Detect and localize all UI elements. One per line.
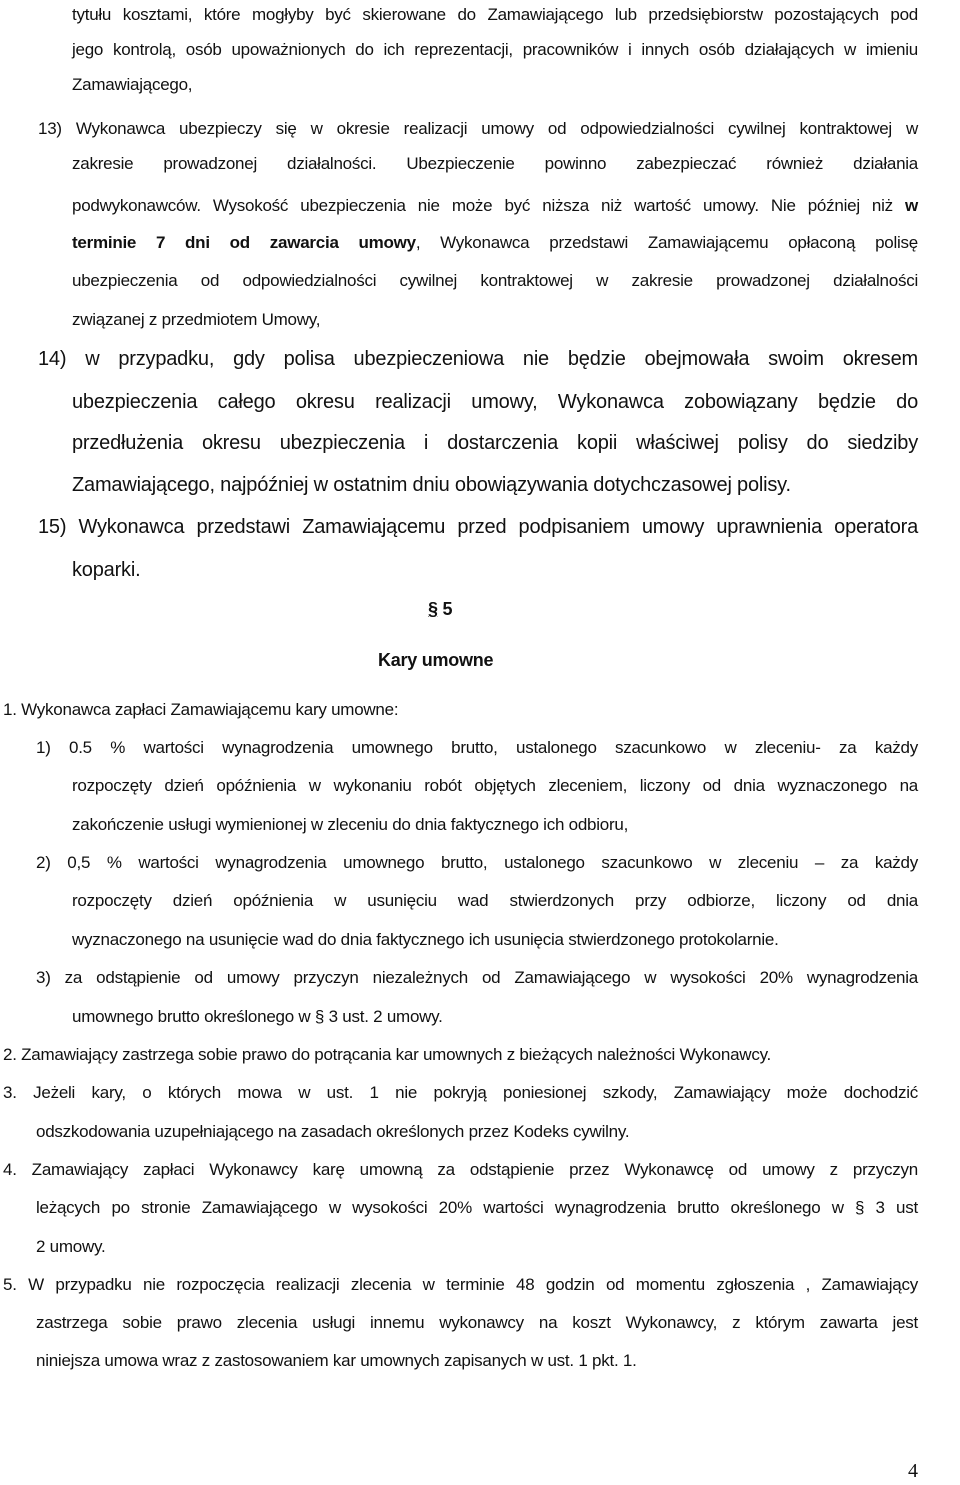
- paragraph-text: podwykonawców. Wysokość ubezpieczenia nie może być niższa niż wartość umowy. Nie później niż: [72, 196, 893, 215]
- list-item-line: 3) za odstąpienie od umowy przyczyn niezależnych od Zamawiającego w wysokości 20% wynagrodzenia: [36, 968, 918, 987]
- page-number: 4: [908, 1460, 918, 1482]
- list-item-heading: 1. Wykonawca zapłaci Zamawiającemu kary umowne:: [3, 700, 399, 719]
- list-item-line: 2 umowy.: [36, 1237, 106, 1256]
- list-item-line: niniejsza umowa wraz z zastosowaniem kar umownych zapisanych w ust. 1 pkt. 1.: [36, 1351, 637, 1370]
- list-item-line: umownego brutto określonego w § 3 ust. 2 umowy.: [72, 1007, 443, 1026]
- paragraph-line: związanej z przedmiotem Umowy,: [72, 310, 321, 329]
- list-item-line: zakończenie usługi wymienionej w zleceniu do dnia faktycznego ich odbioru,: [72, 815, 629, 834]
- bold-text: terminie 7 dni od zawarcia umowy: [72, 233, 416, 252]
- section-sign: §: [428, 599, 438, 619]
- section-title: Kary umowne: [378, 650, 494, 670]
- paragraph-line: jego kontrolą, osób upoważnionych do ich reprezentacji, pracowników i innych osób działających w imieniu: [72, 40, 918, 59]
- section-number: § 5: [428, 599, 453, 619]
- list-item-line: 4. Zamawiający zapłaci Wykonawcy karę umowną za odstąpienie przez Wykonawcę od umowy z przyczyn: [3, 1160, 918, 1179]
- paragraph-line: ubezpieczenia całego okresu realizacji umowy, Wykonawca zobowiązany będzie do: [72, 391, 918, 413]
- paragraph-line: Zamawiającego, najpóźniej w ostatnim dniu obowiązywania dotychczasowej polisy.: [72, 474, 791, 496]
- paragraph-line: 13) Wykonawca ubezpieczy się w okresie realizacji umowy od odpowiedzialności cywilnej kontraktowej w: [38, 119, 918, 138]
- list-item-line: 1) 0.5 % wartości wynagrodzenia umownego brutto, ustalonego szacunkowo w zleceniu- za każdy: [36, 738, 918, 757]
- paragraph-text: , Wykonawca przedstawi Zamawiającemu opłaconą polisę: [415, 233, 918, 252]
- list-item-line: 5. W przypadku nie rozpoczęcia realizacji zlecenia w terminie 48 godzin od momentu zgłoszenia , Zamawiający: [3, 1275, 918, 1294]
- list-item-line: 2) 0,5 % wartości wynagrodzenia umownego brutto, ustalonego szacunkowo w zleceniu – za każdy: [36, 853, 918, 872]
- paragraph-line: przedłużenia okresu ubezpieczenia i dostarczenia kopii właściwej polisy do siedziby: [72, 432, 918, 454]
- list-item-line: leżących po stronie Zamawiającego w wysokości 20% wartości wynagrodzenia brutto określonego w § 3 ust: [36, 1198, 918, 1217]
- list-item-line: rozpoczęty dzień opóźnienia w usunięciu wad stwierdzonych przy odbiorze, liczony od dnia: [72, 891, 918, 910]
- paragraph-line: [72, 231, 918, 255]
- paragraph-line: zakresie prowadzonej działalności. Ubezpieczenie powinno zabezpieczać również działania: [72, 154, 918, 173]
- paragraph-line: tytułu kosztami, które mogłyby być skierowane do Zamawiającego lub przedsiębiorstw pozostających pod: [72, 5, 918, 24]
- bold-text: w: [905, 196, 918, 215]
- list-item-line: wyznaczonego na usunięcie wad do dnia faktycznego ich usunięcia stwierdzonego protokolarnie.: [72, 930, 779, 949]
- list-item-line: 2. Zamawiający zastrzega sobie prawo do potrącania kar umownych z bieżących należności Wykonawcy.: [3, 1045, 772, 1064]
- paragraph-line: 14) w przypadku, gdy polisa ubezpieczeniowa nie będzie obejmowała swoim okresem: [38, 348, 918, 370]
- paragraph-line: 15) Wykonawca przedstawi Zamawiającemu przed podpisaniem umowy uprawnienia operatora: [38, 516, 918, 538]
- paragraph-line: koparki.: [72, 559, 141, 581]
- list-item-line: 3. Jeżeli kary, o których mowa w ust. 1 nie pokryją poniesionej szkody, Zamawiający może dochodzić: [3, 1083, 918, 1102]
- list-item-line: zastrzega sobie prawo zlecenia usługi innemu wykonawcy na koszt Wykonawcy, z którym zawarta jest: [36, 1313, 918, 1332]
- paragraph-line: ubezpieczenia od odpowiedzialności cywilnej kontraktowej w zakresie prowadzonej działalności: [72, 271, 918, 290]
- paragraph-line: Zamawiającego,: [72, 75, 193, 94]
- list-item-line: rozpoczęty dzień opóźnienia w wykonaniu robót objętych zleceniem, liczony od dnia wyznaczonego na: [72, 776, 918, 795]
- paragraph-line: [72, 194, 918, 218]
- list-item-line: odszkodowania uzupełniającego na zasadach określonych przez Kodeks cywilny.: [36, 1122, 630, 1141]
